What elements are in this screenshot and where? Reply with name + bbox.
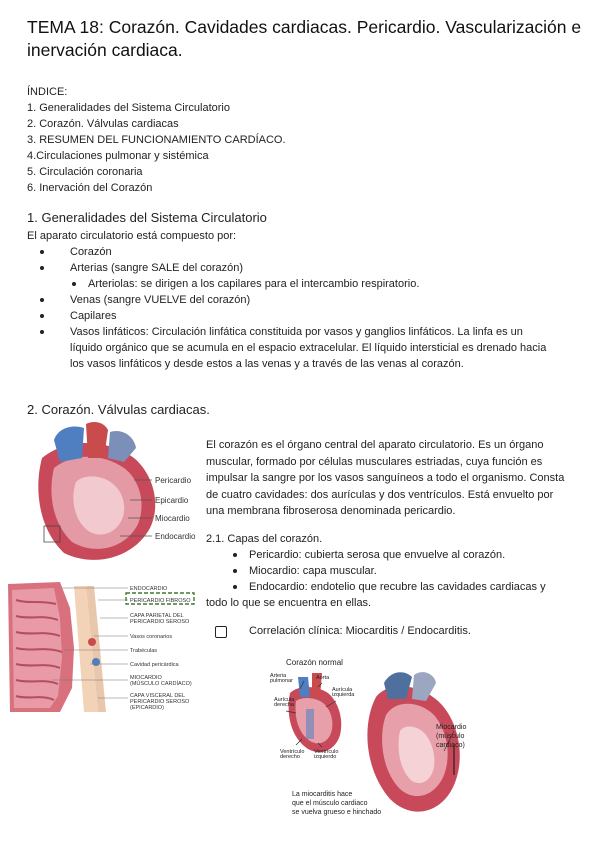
index-item: 4.Circulaciones pulmonar y sistémica [27,150,209,162]
fig3-label: izquierda [332,692,355,698]
index-item: 1. Generalidades del Sistema Circulatorio [27,102,230,114]
index-item: 2. Corazón. Válvulas cardiacas [27,118,179,130]
list-item: Arterias (sangre SALE del corazón) [27,260,567,276]
fig3-label: Aurícula [274,697,295,703]
index-item: 6. Inervación del Corazón [27,182,153,194]
heart-wall-figure [2,578,198,714]
fig3-label: izquierdo [314,754,337,760]
fig2-label: Vasos coronarios [130,634,173,640]
clinical-checkbox[interactable] [215,626,227,638]
fig3-title: Corazón normal [286,658,343,667]
fig2-label: CAPA PARIETAL DEL [130,613,184,619]
layers-heading: 2.1. Capas del corazón. [206,533,323,545]
fig2-label: (MÚSCULO CARDÍACO) [130,681,192,687]
section1-sublist [27,276,567,292]
clinical-correlation: Correlación clínica: Miocarditis / Endocarditis. [249,625,471,637]
fig1-label: Miocardio [155,514,190,523]
myocarditis-figure [266,653,480,825]
fig3-label: (músculo [436,733,465,740]
index-item: 5. Circulación coronaria [27,166,143,178]
list-item: Venas (sangre VUELVE del corazón) [27,292,567,308]
fig3-label: derecha [274,702,294,708]
fig3-label: Aurícula [332,687,353,693]
fig3-caption: La miocarditis hace [292,791,353,798]
section1-intro: El aparato circulatorio está compuesto por: [27,230,237,242]
fig1-label: Endocardio [155,532,196,541]
section1-list [27,244,567,276]
fig3-label: Miocardio [436,724,467,731]
fig2-label: PERICARDIO FIBROSO [130,598,191,604]
fig3-label: pulmonar [270,678,293,684]
index-item: 3. RESUMEN DEL FUNCIONAMIENTO CARDÍACO. [27,134,286,146]
fig2-label: Trabéculas [130,648,158,654]
table-of-contents [27,84,286,196]
fig3-caption: se vuelva grueso e hinchado [292,809,382,816]
section1-list-cont [27,292,567,372]
fig1-label: Pericardio [155,476,192,485]
fig1-label: Epicardio [155,496,189,505]
layer-item: Pericardio: cubierta serosa que envuelve al corazón. [206,547,586,563]
list-subitem: Arteriolas: se dirigen a los capilares para el intercambio respiratorio. [27,276,567,292]
fig3-label: cardiaco) [436,742,465,749]
layer-tail: todo lo que se encuentra en ellas. [206,597,372,609]
list-item: Corazón [27,244,567,260]
fig3-label: Arteria [270,673,287,679]
section2-heading: 2. Corazón. Válvulas cardiacas. [27,402,210,417]
section1-heading: 1. Generalidades del Sistema Circulatorio [27,210,267,225]
layer-item: Endocardio: endotelio que recubre las cavidades cardiacas y [206,579,586,595]
index-heading: ÍNDICE: [27,86,68,98]
list-item: Capilares [27,308,567,324]
fig3-label: Aorta [316,675,330,681]
list-item: Vasos linfáticos: Circulación linfática constituida por vasos y ganglios linfáticos. La linfa es un líquido orgánico que se acumula en el espacio extracelular. El líquido intersticial es drenado hacia los vasos linfáticos y desde estos a las venas y a través de las venas al corazón. [27,324,567,372]
fig2-label: CAPA VISCERAL DEL [130,693,186,699]
fig2-label: PERICARDIO SEROSO [130,619,190,625]
fig3-caption: que el músculo cardiaco [292,800,368,807]
fig2-label: PERICARDIO SEROSO [130,699,190,705]
fig2-label: (EPICARDIO) [130,705,164,711]
fig3-label: Ventrículo [280,749,305,755]
fig3-label: derecho [280,754,300,760]
section1-body [27,228,567,372]
page-title: TEMA 18: Corazón. Cavidades cardiacas. Pericardio. Vascularización e inervación cardiaca. [27,17,582,60]
section2-paragraph: El corazón es el órgano central del aparato circulatorio. Es un órgano muscular, formado por células musculares estriadas, cuya función es impulsar la sangre por los vasos sanguíneos a todo el organismo. Consta de cuatro cavidades: dos aurículas y dos ventrículos. Está envuelto por una membrana fibroserosa denominada pericardio. [206,439,565,517]
heart-layers [206,531,586,611]
fig3-label: Ventrículo [314,749,339,755]
fig2-label: MIOCARDIO [130,675,162,681]
heart-layers-figure [24,418,202,568]
fig2-label: ENDOCARDIO [130,586,168,592]
layer-item: Miocardio: capa muscular. [206,563,586,579]
fig2-label: Cavidad pericárdica [130,662,179,668]
